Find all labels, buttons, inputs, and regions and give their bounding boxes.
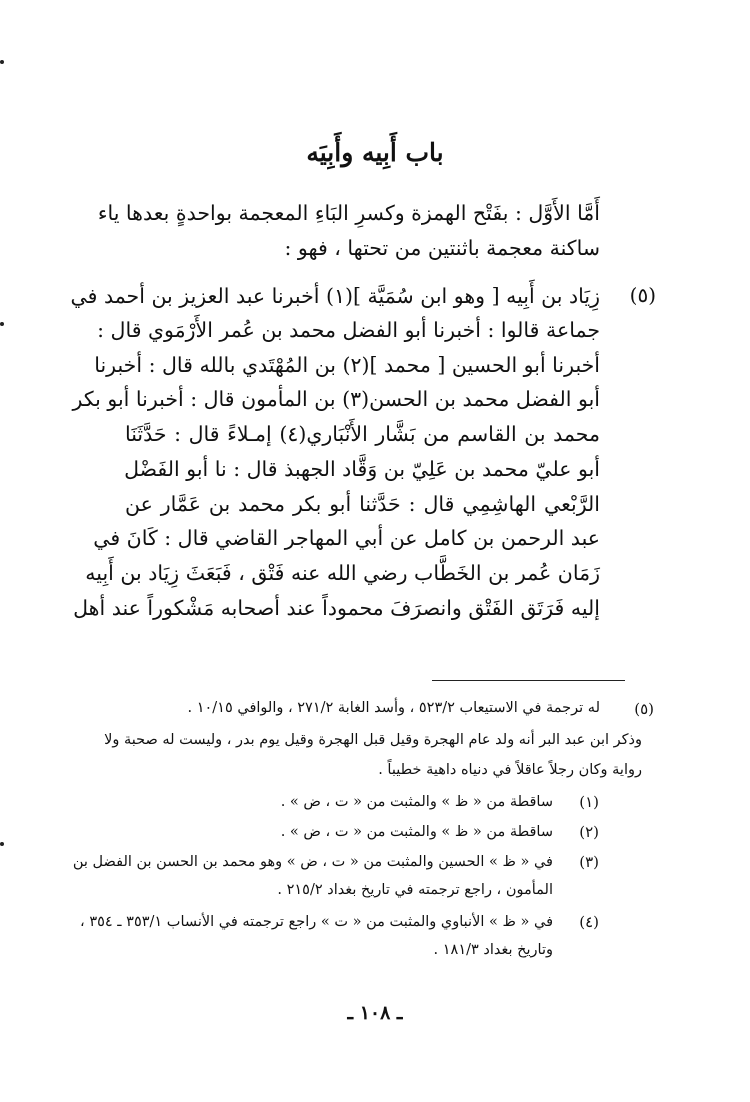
- scan-mark: [0, 60, 4, 64]
- entry-number: (٥): [629, 283, 656, 307]
- entry-line: الرَّبْعي الهاشِمِي قال : حَدَّثنا أبو بكر محمد بن عَمَّار عن: [125, 492, 600, 516]
- scan-mark: [0, 842, 4, 846]
- footnote-line: في « ظ » الحسين والمثبت من « ت ، ض » وهو محمد بن الحسن بن الفضل بن: [72, 854, 553, 870]
- entry-line: جماعة قالوا : أخبرنا أبو الفضل محمد بن عُمر الأَرْمَوي قال :: [97, 318, 600, 342]
- chapter-heading: باب أَبِيه وأَبِيَه: [306, 138, 444, 167]
- footnote-line: في « ظ » الأنباوي والمثبت من « ت » راجع ترجمته في الأنساب ٣٥٣/١ ـ ٣٥٤ ،: [80, 914, 553, 930]
- entry-line: زِيَاد بن أَبِيه [ وهو ابن سُمَيَّة ](١) أخبرنا عبد العزيز بن أحمد في: [70, 284, 600, 308]
- intro-line: أَمَّا الأَوَّل : بفَتْح الهمزة وكسرِ البَاءِ المعجمة بواحدةٍ بعدها ياء: [97, 201, 600, 225]
- scan-mark: [0, 322, 4, 326]
- footnote-separator: [432, 680, 625, 681]
- entry-line: محمد بن القاسم من بَشَّار الأَنْبَاري(٤) إمـلاءً قال : حَدَّثَنَا: [125, 422, 600, 446]
- footnote-line: ساقطة من « ظ » والمثبت من « ت ، ض » .: [280, 794, 553, 810]
- footnote-number: (٣): [579, 853, 599, 871]
- footnote-line: له ترجمة في الاستيعاب ٥٢٣/٢ ، وأسد الغابة ٢٧١/٢ ، والوافي ١٠/١٥ .: [187, 700, 600, 716]
- entry-line: زَمَان عُمر بن الخَطَّاب رضي الله عنه فَتْق ، فَبَعَثَ زِيَاد بن أَبِيه: [85, 561, 600, 585]
- entry-line: عبد الرحمن بن كامل عن أبي المهاجر القاضي قال : كَانَ في: [93, 526, 600, 550]
- footnote-line: وذكر ابن عبد البر أنه ولد عام الهجرة وقيل قبل الهجرة وقيل يوم بدر ، وليست له صحبة ولا: [104, 732, 642, 748]
- footnote-line: ساقطة من « ظ » والمثبت من « ت ، ض » .: [280, 824, 553, 840]
- intro-line: ساكنة معجمة باثنتين من تحتها ، فهو :: [284, 236, 600, 260]
- entry-line: أبو الفضل محمد بن الحسن(٣) بن المأمون قال : أخبرنا أبو بكر: [72, 387, 600, 411]
- footnote-line: رواية وكان رجلاً عاقلاً في دنياه داهية خطيباً .: [378, 762, 642, 778]
- entry-line: أخبرنا أبو الحسين [ محمد ](٢) بن المُهْتَدي بالله قال : أخبرنا: [94, 353, 600, 377]
- entry-line: أبو عليّ محمد بن عَلِيّ بن وَقَّاد الجهبذ قال : نا أبو الفَضْل: [124, 457, 600, 481]
- footnote-line: المأمون ، راجع ترجمته في تاريخ بغداد ٢١٥/٢ .: [277, 882, 553, 898]
- entry-line: إليه فَرَتَق الفَتْق وانصرَفَ محموداً عند أصحابه مَشْكوراً عند أهل: [73, 596, 600, 620]
- footnote-number: (٥): [634, 700, 654, 718]
- footnote-number: (٢): [579, 823, 599, 841]
- page-number: ـ ١٠٨ ـ: [347, 1002, 403, 1024]
- footnote-number: (٤): [579, 913, 599, 931]
- footnote-number: (١): [579, 793, 599, 811]
- footnote-line: وتاريخ بغداد ١٨١/٣ .: [433, 942, 553, 958]
